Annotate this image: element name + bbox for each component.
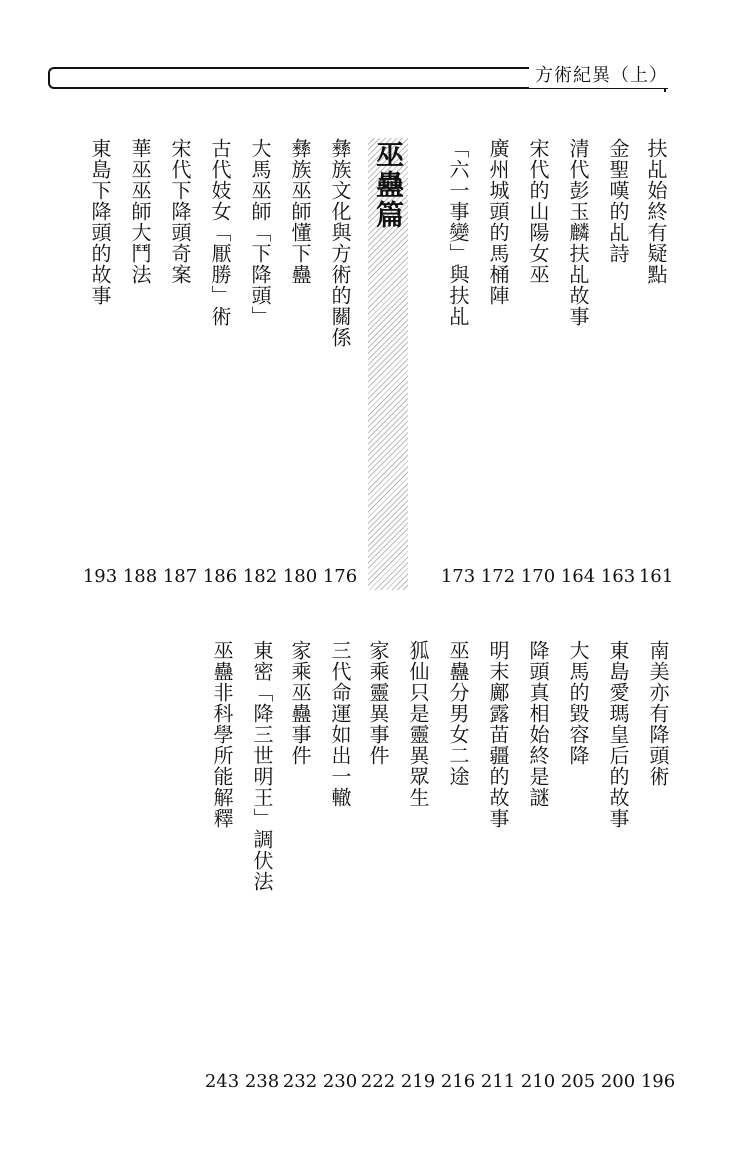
toc-entry-title: 巫蠱分男女二途 (446, 640, 470, 787)
toc-entry-title: 華巫巫師大鬥法 (128, 138, 152, 285)
toc-entry-page: 205 (560, 1071, 596, 1092)
toc-entry-title: 南美亦有降頭術 (646, 640, 670, 787)
toc-entry-title: 扶乩始終有疑點 (644, 138, 668, 285)
toc-entry-page: 230 (322, 1071, 358, 1092)
toc-entry-page: 170 (520, 566, 556, 587)
toc-entry-title: 大馬的毀容降 (566, 640, 590, 766)
toc-entry-page: 232 (282, 1071, 318, 1092)
toc-entry-title: 東密「降三世明王」調伏法 (250, 640, 274, 892)
toc-entry-title: 宋代下降頭奇案 (168, 138, 192, 285)
toc-entry-page: 176 (322, 566, 358, 587)
toc-entry-page: 193 (82, 566, 118, 587)
toc-entry-page: 188 (122, 566, 158, 587)
toc-entry-page: 196 (640, 1071, 676, 1092)
toc-entry-page: 219 (400, 1071, 436, 1092)
toc-entry-title: 三代命運如出一轍 (328, 640, 352, 808)
toc-entry-page: 173 (440, 566, 476, 587)
toc-entry-title: 彝族巫師懂下蠱 (288, 138, 312, 285)
toc-entry-page: 222 (360, 1071, 396, 1092)
toc-entry-page: 211 (480, 1071, 516, 1092)
toc-entry-page: 161 (638, 566, 674, 587)
toc-entry-title: 家乘巫蠱事件 (288, 640, 312, 766)
toc-entry-title: 明末鄺露苗疆的故事 (486, 640, 510, 829)
toc-entry-title: 家乘靈異事件 (366, 640, 390, 766)
toc-entry-title: 降頭真相始終是謎 (526, 640, 550, 808)
toc-entry-title: 清代彭玉麟扶乩故事 (566, 138, 590, 327)
toc-entry-page: 182 (242, 566, 278, 587)
toc-entry-title: 古代妓女「厭勝」術 (208, 138, 232, 327)
toc-entry-title: 宋代的山陽女巫 (526, 138, 550, 285)
toc-entry-page: 210 (520, 1071, 556, 1092)
toc-entry-title: 「六一事變」與扶乩 (446, 138, 470, 327)
toc-entry-page: 243 (204, 1071, 240, 1092)
toc-entry-title: 大馬巫師「下降頭」 (248, 138, 272, 327)
toc-entry-title: 金聖嘆的乩詩 (606, 138, 630, 264)
toc-entry-page: 187 (162, 566, 198, 587)
toc-entry-page: 172 (480, 566, 516, 587)
toc-entry-page: 238 (244, 1071, 280, 1092)
toc-entry-page: 186 (202, 566, 238, 587)
toc-entry-page: 163 (600, 566, 636, 587)
toc-entry-title: 狐仙只是靈異眾生 (406, 640, 430, 808)
running-header-title: 方術紀異（上） (529, 64, 668, 88)
toc-entry-page: 164 (560, 566, 596, 587)
toc-entry-title: 彝族文化與方術的關係 (328, 138, 352, 348)
toc-entry-page: 200 (600, 1071, 636, 1092)
toc-entry-page: 216 (440, 1071, 476, 1092)
section-title: 巫蠱篇 (372, 140, 405, 230)
toc-entry-title: 東島愛瑪皇后的故事 (606, 640, 630, 829)
toc-entry-title: 廣州城頭的馬桶陣 (486, 138, 510, 306)
toc-entry-page: 180 (282, 566, 318, 587)
toc-entry-title: 東島下降頭的故事 (88, 138, 112, 306)
toc-entry-title: 巫蠱非科學所能解釋 (210, 640, 234, 829)
